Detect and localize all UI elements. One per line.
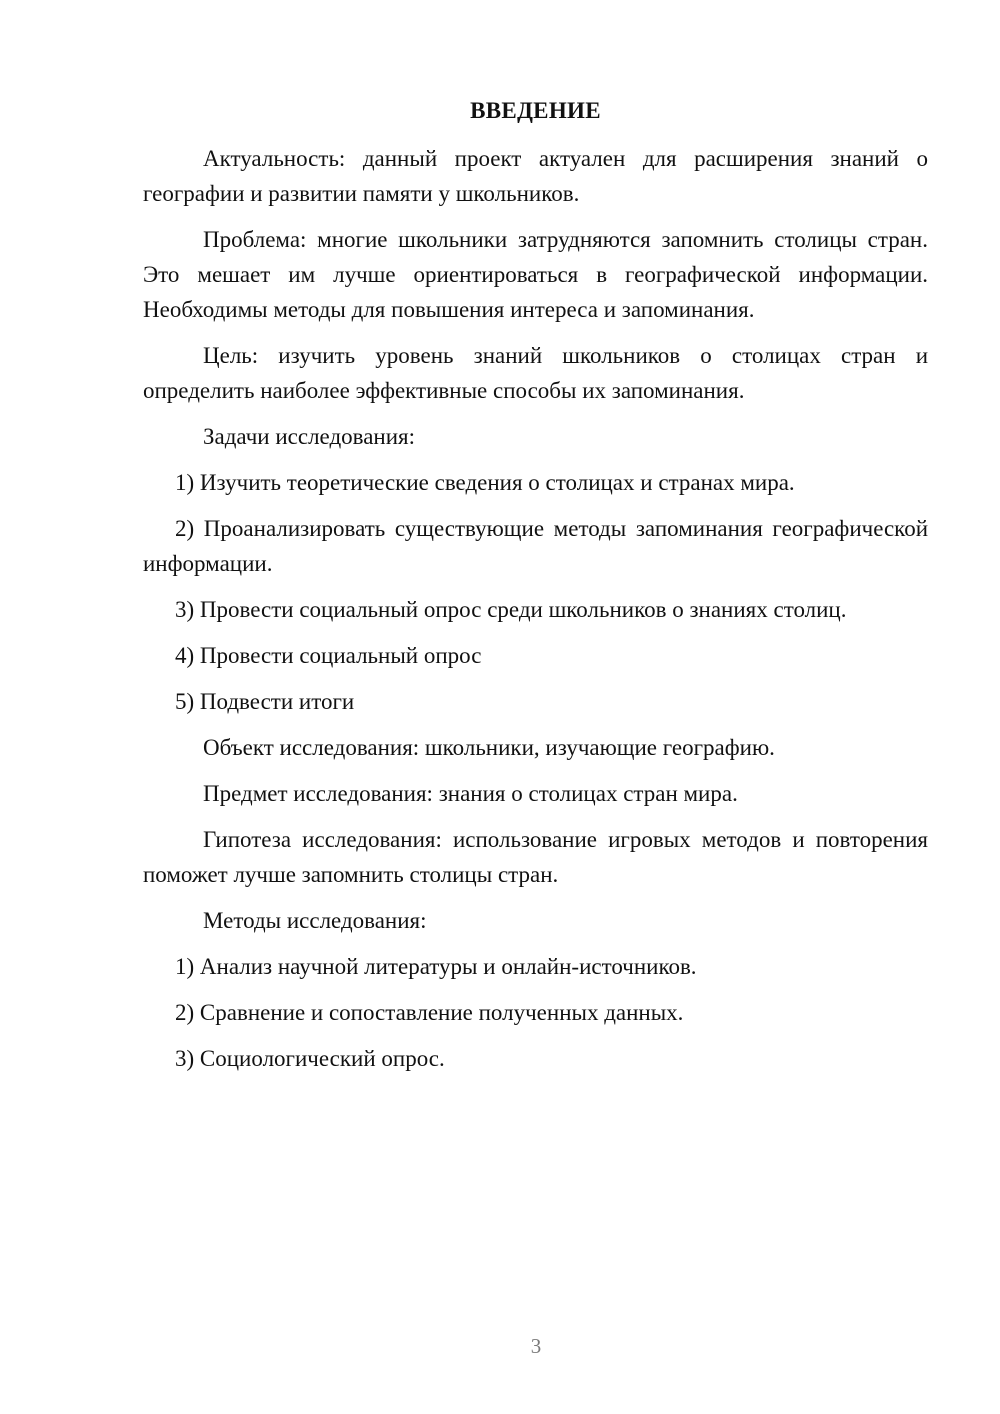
page-title: ВВЕДЕНИЕ — [470, 98, 601, 123]
task-item-3: 3) Провести социальный опрос среди школьников о знаниях столиц. — [175, 597, 847, 622]
task-item-1: 1) Изучить теоретические сведения о столицах и странах мира. — [175, 470, 795, 495]
methods-title: Методы исследования: — [203, 908, 427, 933]
task-item-4: 4) Провести социальный опрос — [175, 643, 482, 668]
method-item-2: 2) Сравнение и сопоставление полученных данных. — [175, 1000, 684, 1025]
tasks-title: Задачи исследования: — [203, 424, 416, 449]
object-paragraph: Объект исследования: школьники, изучающие географию. — [203, 735, 775, 760]
problem-paragraph: Проблема: многие школьники затрудняются запомнить столицы стран. Это мешает им лучше ориентироваться в географической информации. Необходимы методы для повышения интереса и запоминания. — [143, 227, 928, 322]
task-item-5: 5) Подвести итоги — [175, 689, 355, 714]
page-number: 3 — [530, 1334, 542, 1358]
goal-paragraph: Цель: изучить уровень знаний школьников о столицах стран и определить наиболее эффективные способы их запоминания. — [143, 343, 928, 403]
subject-paragraph: Предмет исследования: знания о столицах стран мира. — [203, 781, 738, 806]
method-item-3: 3) Социологический опрос. — [175, 1046, 445, 1071]
method-item-1: 1) Анализ научной литературы и онлайн-источников. — [175, 954, 697, 979]
hypothesis-paragraph: Гипотеза исследования: использование игровых методов и повторения поможет лучше запомнить столицы стран. — [143, 827, 928, 887]
task-item-2: 2) Проанализировать существующие методы запоминания географической информации. — [143, 516, 928, 576]
document-page — [143, 96, 928, 1087]
relevance-paragraph: Актуальность: данный проект актуален для расширения знаний о географии и развитии памяти у школьников. — [143, 146, 928, 206]
